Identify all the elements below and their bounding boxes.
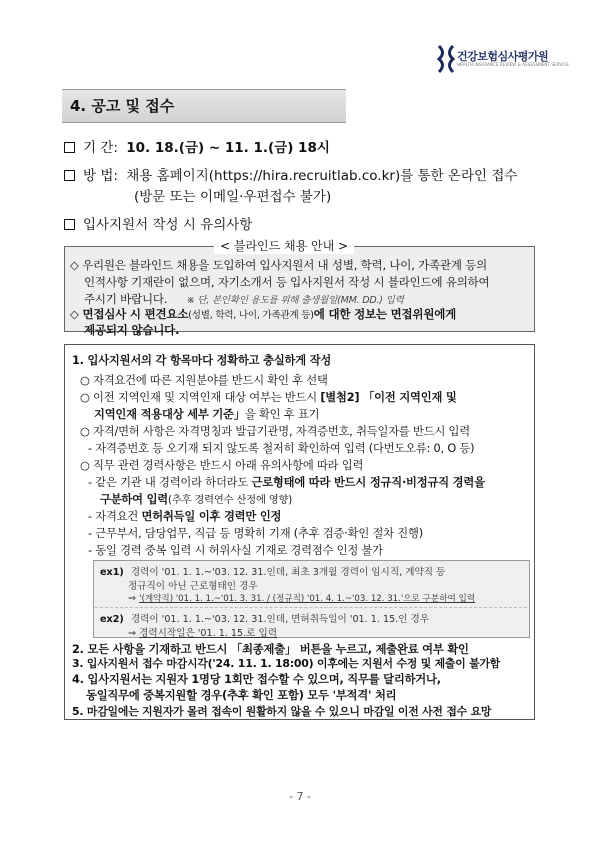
period-label: 기 간: <box>83 140 118 156</box>
rule-1-d1-line1 <box>88 474 485 490</box>
rule-1-b-line1 <box>80 389 457 405</box>
rule-1-b-line2 <box>94 406 319 422</box>
notice-p1-line3 <box>84 291 404 307</box>
arrow-icon: ⇒ <box>128 593 137 604</box>
rule-1-d2 <box>88 508 281 524</box>
rule-1-d1-c: 구분하여 입력 <box>100 493 169 506</box>
method-note: (방문 또는 이메일·우편접수 불가) <box>134 189 332 205</box>
rule-1-d1-d: (추후 경력연수 산정에 영향) <box>168 494 293 506</box>
rule-1-title: 1. 입사지원서의 각 항목마다 정확하고 충실하게 작성 <box>72 354 332 367</box>
example-1-line3 <box>128 592 475 604</box>
rule-1-d2-a: - 자격요건 <box>88 510 142 523</box>
page-number: - 7 - <box>289 790 311 803</box>
logo-subtitle: HEALTH INSURANCE REVIEW & ASSESSMENT SERVICE <box>457 62 569 67</box>
rule-1-d: ○ 직무 관련 경력사항은 반드시 아래 유의사항에 따라 입력 <box>80 459 364 472</box>
example-1-result-tail: 으로 구분하여 입력 <box>403 594 476 604</box>
notice-p2-c: 에 대한 정보는 면접위원에게 <box>313 307 457 321</box>
cautions-line <box>64 213 252 233</box>
notice-p1-line2: 인적사항 기재란이 없으며, 자기소개서 등 입사지원서 작성 시 블라인드에 유의하여 <box>84 275 490 289</box>
example-2-line2 <box>128 625 277 639</box>
period-line <box>64 136 330 156</box>
rule-2: 2. 모든 사항을 기재하고 반드시 「최종제출」 버튼을 누르고, 제출완료 여부 확인 <box>72 643 469 656</box>
rule-1-b2-text: 을 확인 후 표기 <box>244 408 320 421</box>
example-1-text: 경력이 '01. 1. 1.~'03. 12. 31.인데, 최초 3개월 경력이 임시직, 계약직 등 <box>130 567 446 578</box>
rule-1-b2-bold: 지역인재 적용대상 세부 기준」 <box>94 408 245 421</box>
notice-p1-line1: ◇ 우리원은 블라인드 채용을 도입하여 입사지원서 내 성별, 학력, 나이, 가족관계 등의 <box>70 258 488 272</box>
rule-1-d4: - 동일 경력 중복 입력 시 허위사실 기재로 경력점수 인정 불가 <box>88 544 383 557</box>
checkbox-square-icon <box>64 142 75 153</box>
notice-p1-line3-text: 주시기 바랍니다. <box>84 292 168 306</box>
notice-tag: < 블라인드 채용 안내 > <box>214 237 354 254</box>
period-value: 10. 18.(금) ~ 11. 1.(금) 18시 <box>126 140 330 156</box>
rule-4-line1: 4. 입사지원서는 지원자 1명당 1회만 접수할 수 있으며, 직무를 달리하거나, <box>72 673 441 686</box>
example-2-label: ex2) <box>100 614 124 625</box>
rule-1-d3: - 근무부서, 담당업무, 직급 등 명확히 기재 (추후 검증·확인 절차 진행) <box>88 527 423 540</box>
method-label: 방 법: <box>83 168 118 184</box>
example-1-line2: 정규직이 아닌 근로형태인 경우 <box>128 581 258 592</box>
rule-1-d1-line2 <box>100 491 292 507</box>
cautions-title: 입사지원서 작성 시 유의사항 <box>83 217 253 233</box>
example-1-label: ex1) <box>100 567 124 578</box>
section-title: 4. 공고 및 접수 <box>70 97 175 115</box>
rule-1-b-text: ○ 이전 지역인재 및 지역인재 대상 여부는 반드시 <box>80 391 321 404</box>
notice-p2-b: (성별, 학력, 나이, 가족관계 등) <box>188 310 314 321</box>
rule-5: 5. 마감일에는 지원자가 몰려 접속이 원활하지 않을 수 있으니 마감일 이전 사전 접수 요망 <box>72 705 492 718</box>
rule-4-line2: 동일직무에 중복지원할 경우(추후 확인 포함) 모두 '부적격' 처리 <box>86 689 397 702</box>
example-2-line1 <box>100 611 429 625</box>
notice-p2-line1 <box>70 306 456 322</box>
method-line <box>64 164 517 184</box>
method-value: 채용 홈페이지(https://hira.recruitlab.co.kr)를 통한 온라인 접수 <box>126 168 518 184</box>
example-2-text: 경력이 '01. 1. 1.~'03. 12. 31.인데, 면허취득일이 '01. 1. 15.인 경우 <box>130 614 430 625</box>
checkbox-square-icon <box>64 170 75 181</box>
rule-1-b-bold: [별첨2] 「이전 지역인재 및 <box>320 391 457 404</box>
notice-p2-a: ◇ 면접심사 시 편견요소 <box>70 307 189 321</box>
rule-3: 3. 입사지원서 접수 마감시각('24. 11. 1. 18:00) 이후에는 지원서 수정 및 제출이 불가함 <box>72 657 501 670</box>
rule-1-d2-b: 면허취득일 이후 경력만 인정 <box>141 510 282 523</box>
hira-logo <box>437 44 569 76</box>
logo-title: 건강보험심사평가원 <box>457 50 549 63</box>
example-1-result: '(계약직) '01. 1. 1.~'01. 3. 31. / (정규직) '01. 4. 1.~'03. 12. 31.' <box>139 594 404 604</box>
rule-1-c-sub: - 자격증번호 등 오기재 되지 않도록 철저히 확인하여 입력 (다번도오류: 0, O 등) <box>88 442 475 455</box>
rule-1-a: ○ 자격요건에 따른 지원분야를 반드시 확인 후 선택 <box>80 374 328 387</box>
checkbox-square-icon <box>64 219 75 230</box>
example-1-line1 <box>100 564 445 578</box>
arrow-icon: ⇒ <box>128 628 137 639</box>
example-2-result: 경력시작일은 '01. 1. 15.로 입력 <box>139 628 278 639</box>
notice-birthdate-note: ※ 단, 본인확인 용도를 위해 출생월일(MM. DD.) 입력 <box>186 295 404 306</box>
example-divider <box>95 607 527 608</box>
rule-1-d1-a: - 같은 기관 내 경력이라 하더라도 <box>88 476 252 489</box>
notice-p2-line2: 제공되지 않습니다. <box>84 323 180 337</box>
rule-1-d1-b: 근로형태에 따라 반드시 정규직·비정규직 경력을 <box>251 476 485 489</box>
rule-1-c: ○ 자격/면허 사항은 자격명칭과 발급기관명, 자격증번호, 취득일자를 반드시 입력 <box>80 425 470 438</box>
hira-logo-icon <box>437 44 455 74</box>
